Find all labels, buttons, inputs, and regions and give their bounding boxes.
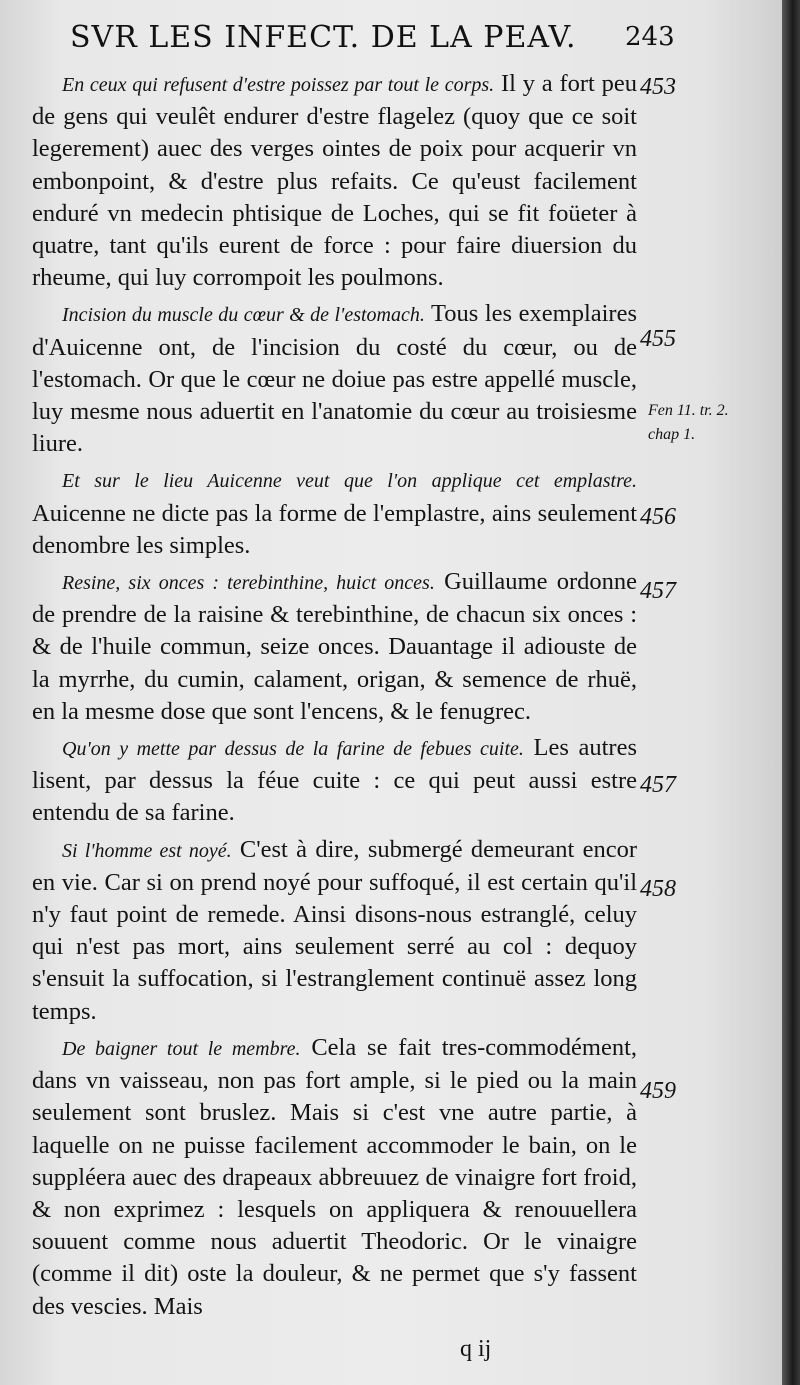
margin-number: 459 <box>640 1078 676 1104</box>
lemma: Resine, six onces : terebinthine, huict onces. <box>62 572 435 595</box>
lemma: En ceux qui refusent d'estre poissez par tout le corps. <box>62 74 495 96</box>
lemma: Et sur le lieu Auicenne veut que l'on applique cet emplastre. <box>62 470 637 493</box>
lemma: Si l'homme est noyé. <box>62 839 232 862</box>
paragraph-456 <box>32 464 637 562</box>
margin-reference: chap 1. <box>648 426 696 443</box>
paragraph-text: Il y a fort peu de gens qui veulêt endurer d'estre flagelez (quoy que ce soit legerement) auec des verges ointes de poix pour acquerir vn embonpoint, & d'estre plus refaits. Ce qu'eust facilement enduré vn medecin phtisique de Loches, qui se fit foüeter à quatre, tant qu'ils eurent de force : pour faire diuersion du rheume, qui luy corrompoit les poulmons. <box>32 70 637 292</box>
lemma: Qu'on y mette par dessus de la farine de febues cuite. <box>62 738 524 761</box>
paragraph-455 <box>32 298 637 460</box>
paragraph-text: Auicenne ne dicte pas la forme de l'emplastre, ains seulement denombre les simples. <box>32 499 637 559</box>
paragraph-text: Guillaume ordonne de prendre de la raisine & terebinthine, de chacun six onces : & de l'huile commun, seize onces. Dauantage il adiouste de la myrrhe, du cumin, calament, origan, & semence de rhuë, en la mesme dose que sont l'encens, & le fenugrec. <box>32 568 638 725</box>
paragraph-text: C'est à dire, submergé demeurant encor en vie. Car si on prend noyé pour suffoqué, il est certain qu'il n'y faut point de remede. Ainsi disons-nous estranglé, celuy qui n'est pas mort, ains seulement serré au col : dequoy s'ensuit la suffocation, si l'estranglement continuë assez long temps. <box>32 835 637 1025</box>
page-gutter-shadow <box>782 0 800 1385</box>
margin-number: 453 <box>640 74 676 100</box>
lemma: De baigner tout le membre. <box>62 1037 301 1060</box>
margin-reference: Fen 11. tr. 2. <box>648 402 729 419</box>
paragraph-453 <box>32 68 637 294</box>
margin-number: 455 <box>640 326 676 352</box>
paragraph-text: Tous les exemplaires d'Auicenne ont, de l'incision du costé du cœur, ou de l'estomach. Or que le cœur ne doiue pas estre appellé muscle, luy mesme nous aduertit en l'anatomie du cœur au troisiesme liure. <box>32 300 637 458</box>
body-text <box>32 68 637 1327</box>
paragraph-text: Les autres lisent, par dessus la féue cuite : ce qui peut aussi estre entendu de sa farine. <box>32 734 637 827</box>
paragraph-text: Cela se fait tres-commodément, dans vn vaisseau, non pas fort ample, si le pied ou la main seulement sont bruslez. Mais si c'est vne autre partie, à laquelle on ne puisse facilement accommoder le bain, on le suppléera auec des drapeaux abbreuuez de vinaigre fort froid, & non exprimez : lesquels on appliquera & renouuellera souuent comme nous aduertit Theodoric. Or le vinaigre (comme il dit) oste la douleur, & ne permet que s'y fassent des vescies. Mais <box>32 1033 637 1320</box>
lemma: Incision du muscle du cœur & de l'estomach. <box>62 304 425 327</box>
running-title: SVR LES INFECT. DE LA PEAV. <box>70 20 577 55</box>
paragraph-457b <box>32 732 637 830</box>
page-header <box>70 20 710 60</box>
paragraph-458 <box>32 834 637 1028</box>
paragraph-457a <box>32 566 637 728</box>
signature-mark: q ij <box>460 1336 492 1362</box>
margin-number: 458 <box>640 876 676 902</box>
margin-number: 457 <box>640 578 676 604</box>
margin-number: 457 <box>640 772 676 798</box>
page-number: 243 <box>625 22 675 52</box>
paragraph-459 <box>32 1032 637 1323</box>
margin-number: 456 <box>640 504 676 530</box>
